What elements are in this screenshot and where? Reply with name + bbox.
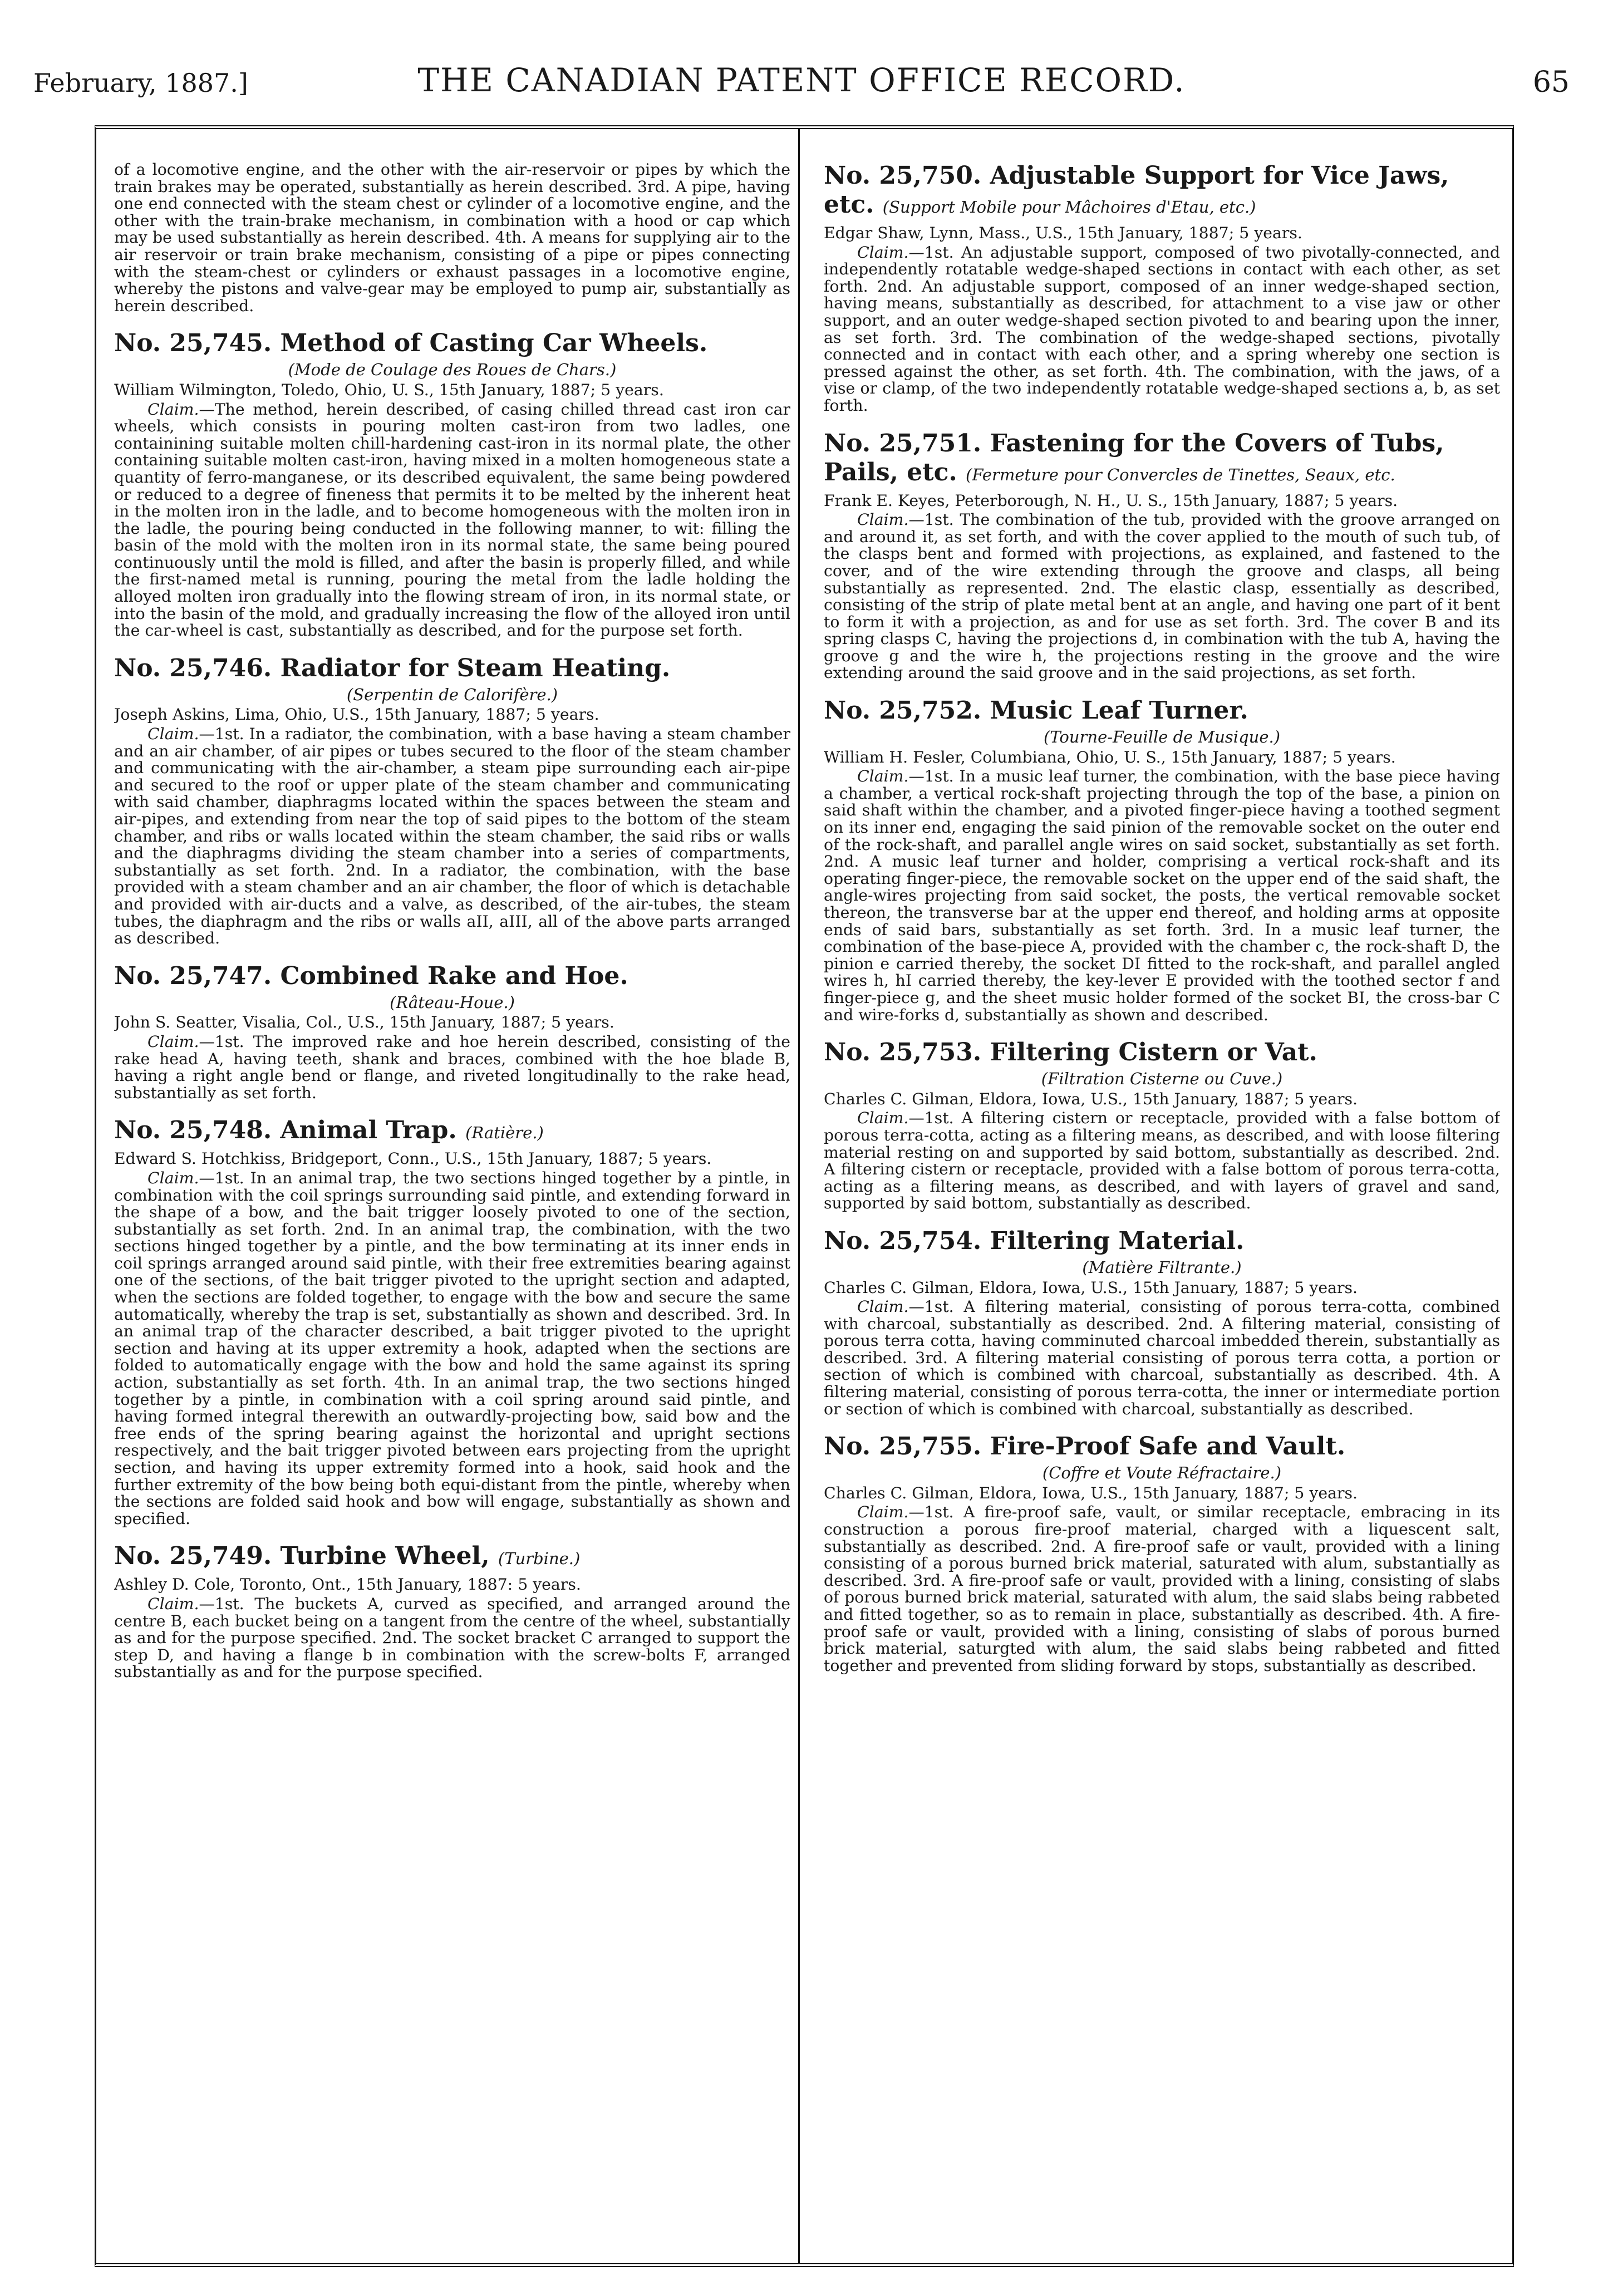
- patent-entry: [824, 1038, 1500, 1212]
- patent-number: No. 25,747.: [114, 961, 272, 990]
- patent-title-french: (Râteau-Houe.): [390, 992, 515, 1012]
- issue-date: February, 1887.]: [33, 68, 248, 98]
- patent-heading: [824, 1038, 1500, 1067]
- patent-number: No. 25,745.: [114, 329, 272, 358]
- left-column: [114, 161, 790, 2254]
- patent-title-french: (Support Mobile pour Mâchoires d'Etau, etc.): [882, 198, 1256, 217]
- patent-title-french: (Mode de Coulage des Roues de Chars.): [288, 360, 617, 380]
- patent-inventor: Ashley D. Cole, Toronto, Ont., 15th January, 1887: 5 years.: [114, 1575, 581, 1594]
- patent-entry: [114, 962, 790, 1102]
- patent-number: No. 25,746.: [114, 653, 272, 682]
- patent-claim: [114, 1596, 790, 1681]
- patent-title-french: (Ratière.): [465, 1123, 544, 1143]
- patent-number: No. 25,753.: [824, 1038, 982, 1067]
- patent-number: No. 25,750.: [824, 161, 982, 190]
- patent-title: Method of Casting Car Wheels.: [280, 329, 708, 358]
- page-header: [33, 61, 1570, 111]
- patent-entry: [824, 1227, 1500, 1418]
- patent-heading: [824, 696, 1500, 725]
- patent-entry: [824, 161, 1500, 415]
- patent-title-french: (Matière Filtrante.): [1082, 1257, 1242, 1277]
- patent-inventor: Frank E. Keyes, Peterborough, N. H., U. S., 15th January, 1887; 5 years.: [824, 491, 1398, 510]
- patent-heading: [114, 654, 790, 683]
- patent-entry: [824, 1432, 1500, 1674]
- patent-title: Animal Trap.: [280, 1116, 457, 1145]
- patent-title: Combined Rake and Hoe.: [280, 961, 628, 990]
- patent-entry: [824, 696, 1500, 1024]
- patent-inventor: Charles C. Gilman, Eldora, Iowa, U.S., 15th January, 1887; 5 years.: [824, 1483, 1358, 1502]
- right-column: [824, 161, 1500, 2254]
- patent-title: Music Leaf Turner.: [990, 696, 1248, 725]
- patent-heading: [114, 1116, 790, 1147]
- page-number: 65: [1532, 66, 1570, 99]
- claim-label: Claim.: [147, 1594, 199, 1613]
- patent-title: Fastening for the Covers of Tubs, Pails, etc.: [824, 429, 1444, 486]
- patent-title-french: (Coffre et Voute Réfractaire.): [1042, 1463, 1282, 1483]
- claim-text: —1st. The buckets A, curved as specified, and arranged around the centre B, each bucket being on a tangent from the centre of the wheel, substantially as and for the purpose specified. 2nd. The socket bracket C arranged to support the step D, and having a flange b in combination with the screw-bolts F, arranged substantially as and for the purpose specified.: [114, 1594, 790, 1682]
- patent-title: Radiator for Steam Heating.: [280, 653, 671, 682]
- patent-title: Filtering Cistern or Vat.: [990, 1038, 1317, 1067]
- patent-inventor: Charles C. Gilman, Eldora, Iowa, U.S., 15th January, 1887; 5 years.: [824, 1278, 1358, 1297]
- patent-entry: [114, 1116, 790, 1527]
- claim-label: Claim.: [857, 1503, 909, 1522]
- patent-title: Filtering Material.: [990, 1226, 1245, 1255]
- patent-number: No. 25,749.: [114, 1542, 272, 1571]
- publication-title: THE CANADIAN PATENT OFFICE RECORD.: [417, 61, 1186, 99]
- patent-title-french: (Tourne-Feuille de Musique.): [1043, 727, 1281, 747]
- patent-number: No. 25,755.: [824, 1432, 982, 1461]
- patent-number: No. 25,754.: [824, 1226, 982, 1255]
- patent-heading: [114, 329, 790, 358]
- patent-title-french: (Filtration Cisterne ou Cuve.): [1041, 1069, 1283, 1089]
- patent-heading: [114, 1542, 790, 1573]
- patent-inventor: Edgar Shaw, Lynn, Mass., U.S., 15th January, 1887; 5 years.: [824, 224, 1302, 242]
- claim-text: —1st. A filtering cistern or receptacle, provided with a false bottom of porous terra-cotta, acting as a filtering means, as described, and with loose filtering material resting on and supported by said bottom, substantially as described. 2nd. A filtering cistern or receptacle, provided with a false bottom of porous terra-cotta, acting as a filtering means, as described, and with layers of gravel and sand, supported by said bottom, substantially as described.: [824, 1109, 1500, 1213]
- claim-label: Claim.: [857, 1109, 909, 1128]
- patent-claim: [824, 1504, 1500, 1674]
- continued-claim-text: of a locomotive engine, and the other with the air-reservoir or pipes by which the train brakes may be operated, substantially as herein described. 3rd. A pipe, having one end connected with the steam chest or cylinder of a locomotive engine, and the other with the train-brake mechanism, in combination with a hood or cap which may be used substantially as herein described. 4th. A means for supplying air to the air reservoir or train brake mechanism, consisting of a pipe or pipes connecting with the steam-chest or cylinders or exhaust passages in a locomotive engine, whereby the pistons and valve-gear may be employed to pump air, substantially as herein described.: [114, 161, 790, 315]
- patent-heading: [824, 1432, 1500, 1461]
- patent-inventor: William Wilmington, Toledo, Ohio, U. S., 15th January, 1887; 5 years.: [114, 380, 664, 399]
- patent-inventor: William H. Fesler, Columbiana, Ohio, U. S., 15th January, 1887; 5 years.: [824, 748, 1396, 766]
- claim-label: Claim.: [147, 1168, 199, 1187]
- patent-claim: [824, 768, 1500, 1024]
- claim-label: Claim.: [857, 243, 909, 262]
- patent-entry: [114, 1542, 790, 1681]
- patent-claim: [114, 401, 790, 640]
- claim-text: —1st. An adjustable support, composed of two pivotally-connected, and independently rotatable wedge-shaped sections in contact with each other, as set forth. 2nd. An adjustable support, composed of an inner wedge-shaped section, having means, substantially as described, for attachment to a vise jaw or other support, and an outer wedge-shaped section pivoted to and bearing upon the inner, as set forth. 3rd. The combination of the wedge-shaped sections, pivotally connected and in contact with each other, and a spring whereby one section is pressed against the other, as set forth. 4th. The combination, with the jaws, of a vise or clamp, of the two independently rotatable wedge-shaped sections a, b, as set forth.: [824, 243, 1500, 415]
- patent-heading: [824, 1227, 1500, 1256]
- claim-label: Claim.: [147, 1032, 199, 1051]
- patent-number: No. 25,752.: [824, 696, 982, 725]
- claim-text: —1st. In an animal trap, the two sections hinged together by a pintle, in combination with the coil springs surrounding said pintle, and extending forward in the shape of a bow, and the bait trigger loosely pivoted to one of the section, substantially as set forth. 2nd. In an animal trap, the combination, with the two sections hinged together by a pintle, and the bow terminating at its inner ends in coil springs arranged around said pintle, with their free extremities bearing against one of the sections, of the bait trigger pivoted to the upright section and adapted, when the sections are folded together, to engage with the bow and secure the same automatically, whereby the trap is set, substantially as shown and described. 3rd. In an animal trap of the character described, a bait trigger pivoted to the upright section and having at its upper extremity a hook, adapted when the sections are folded to automatically engage with the bow and hold the same against its spring action, substantially as set forth. 4th. In an animal trap, the two sections hinged together by a pintle, in combination with a coil spring around said pintle, and having formed integral therewith an outwardly-projecting bow, said bow and the free ends of the spring bearing against the horizontal and upright sections respectively, and the bait trigger pivoted between ears projecting from the upright section, and having its upper extremity formed into a hook, said hook and the further extremity of the bow being both equi-distant from the pintle, whereby when the sections are folded said hook and bow will engage, substantially as shown and specified.: [114, 1168, 790, 1528]
- patent-heading: [824, 161, 1500, 222]
- claim-text: —1st. A filtering material, consisting of porous terra-cotta, combined with charcoal, substantially as described. 2nd. A filtering material, consisting of porous terra cotta, having comminuted charcoal imbedded therein, substantially as described. 3rd. A filtering material consisting of porous terra cotta, a portion or section of which is combined with charcoal, substantially as described. 4th. A filtering material, consisting of porous terra-cotta, the inner or intermediate portion or section of which is combined with charcoal, substantially as described.: [824, 1297, 1500, 1418]
- claim-text: —The method, herein described, of casing chilled thread cast iron car wheels, which consists in pouring molten cast-iron from two ladles, one containining suitable molten chill-hardening cast-iron in its normal plate, the other containing suitable molten cast-iron, having mixed in a molten homogeneous state a quantity of ferro-manganese, or its described equivalent, the same being powdered or reduced to a degree of fineness that permits it to be melted by the inherent heat in the molten iron in the ladle, and to become homogeneous with the molten iron in the ladle, the pouring being conducted in the following manner, to wit: filling the basin of the mold with the molten iron in its normal state, the same being poured continuously until the mold is filled, and after the basin is properly filled, and while the first-named metal is running, pouring the metal from the ladle holding the alloyed molten iron gradually into the flowing stream of iron, in its normal state, or into the basin of the mold, and gradually increasing the flow of the alloyed iron until the car-wheel is cast, substantially as described, and for the purpose set forth.: [114, 400, 790, 640]
- patent-inventor: Edward S. Hotchkiss, Bridgeport, Conn., U.S., 15th January, 1887; 5 years.: [114, 1149, 712, 1168]
- column-divider: [798, 129, 800, 2263]
- patent-claim: [824, 1299, 1500, 1418]
- claim-label: Claim.: [147, 400, 199, 419]
- patent-number: No. 25,748.: [114, 1116, 272, 1145]
- patent-inventor: Charles C. Gilman, Eldora, Iowa, U.S., 15th January, 1887; 5 years.: [824, 1089, 1358, 1108]
- patent-entry: [114, 654, 790, 947]
- patent-title: Fire-Proof Safe and Vault.: [990, 1432, 1346, 1461]
- patent-title: Adjustable Support for Vice Jaws, etc.: [824, 161, 1449, 219]
- claim-text: —1st. In a music leaf turner, the combination, with the base piece having a chamber, a vertical rock-shaft projecting through the top of the base, a pinion on said shaft within the chamber, and a pivoted finger-piece having a toothed segment on its inner end, engaging the said pinion of the removable socket on the outer end of the rock-shaft, and parallel angle wires on said socket, substantially as set forth. 2nd. A music leaf turner and holder, comprising a vertical rock-shaft and its operating finger-piece, the removable socket on the upper end of the said shaft, the angle-wires projecting from said socket, the posts, the vertical removable socket thereon, the transverse bar at the upper end thereof, and holding arms at opposite ends of said bars, substantially as set forth. 3rd. In a music leaf turner, the combination of the base-piece A, provided with the chamber c, the rock-shaft D, the pinion e carried thereby, the socket DI fitted to the rock-shaft, and parallel angled wires h, hI carried thereby, the key-lever E provided with the toothed sector f and finger-piece g, and the sheet music holder formed of the socket BI, the cross-bar C and wire-forks d, substantially as shown and described.: [824, 767, 1500, 1024]
- patent-claim: [114, 1170, 790, 1527]
- patent-title-french: (Turbine.): [498, 1549, 581, 1569]
- patent-heading: [824, 429, 1500, 489]
- patent-inventor: John S. Seatter, Visalia, Col., U.S., 15th January, 1887; 5 years.: [114, 1013, 614, 1032]
- claim-text: —1st. In a radiator, the combination, with a base having a steam chamber and an air chamber, of air pipes or tubes secured to the floor of the steam chamber and communicating with the air-chamber, a steam pipe surrounding each air-pipe and secured to the roof or upper plate of the steam chamber and communicating with said chamber, diaphragms located within the spaces between the steam and air-pipes, and extending from near the top of said pipes to the bottom of the steam chamber, and ribs or walls located within the steam chamber, the said ribs or walls and the diaphragms dividing the steam chamber into a series of compartments, substantially as set forth. 2nd. In a radiator, the combination, with the base provided with a steam chamber and an air chamber, the floor of which is detachable and provided with air-ducts and a valve, as described, of the air-tubes, the steam tubes, the diaphragm and the ribs or walls aII, aIII, all of the above parts arranged as described.: [114, 725, 790, 948]
- claim-text: —1st. The improved rake and hoe herein described, consisting of the rake head A, having teeth, shank and braces, combined with the hoe blade B, having a right angle bend or flange, and riveted longitudinally to the rake head, substantially as set forth.: [114, 1032, 790, 1102]
- patent-claim: [114, 726, 790, 947]
- claim-label: Claim.: [147, 725, 199, 744]
- claim-label: Claim.: [857, 1297, 909, 1316]
- claim-label: Claim.: [857, 767, 909, 786]
- claim-text: —1st. The combination of the tub, provided with the groove arranged on and around it, as set forth, and with the cover applied to the mouth of such tub, of the clasps bent and formed with projections, as explained, and fastened to the cover, and of the wire extending through the groove and clasps, all being substantially as represented. 2nd. The elastic clasp, essentially as described, consisting of the strip of plate metal bent at an angle, and having one part of it bent to form it with a projection, as and for use as set forth. 3rd. The cover B and its spring clasps C, having the projections d, in combination with the tub A, having the groove g and the wire h, the projections resting in the groove and the wire extending around the said groove and in the said projections, as set forth.: [824, 510, 1500, 682]
- patent-claim: [824, 512, 1500, 682]
- claim-label: Claim.: [857, 510, 909, 529]
- patent-heading: [114, 962, 790, 991]
- patent-claim: [824, 1110, 1500, 1212]
- patent-number: No. 25,751.: [824, 429, 982, 458]
- patent-claim: [824, 244, 1500, 415]
- patent-title-french: (Fermeture pour Convercles de Tinettes, Seaux, etc.: [966, 465, 1395, 484]
- patent-title-french: (Serpentin de Calorifère.): [346, 685, 558, 704]
- claim-text: —1st. A fire-proof safe, vault, or similar receptacle, embracing in its construction a porous fire-proof material, charged with a liquescent salt, substantially as described. 2nd. A fire-proof safe or vault, provided with a lining consisting of a porous burned brick material, saturated with alum, substantially as described. 3rd. A fire-proof safe or vault, provided with a lining, consisting of slabs of porous burned brick material, saturated with alum, the said slabs being rabbeted and fitted together, so as to remain in place, substantially as described. 4th. A fire-proof safe or vault, provided with a lining, consisting of slabs of porous burned brick material, saturgted with alum, the said slabs being rabbeted and fitted together and prevented from sliding forward by stops, substantially as described.: [824, 1503, 1500, 1675]
- patent-title: Turbine Wheel,: [280, 1542, 490, 1571]
- patent-claim: [114, 1034, 790, 1102]
- patent-entry: [114, 329, 790, 640]
- patent-inventor: Joseph Askins, Lima, Ohio, U.S., 15th January, 1887; 5 years.: [114, 705, 599, 724]
- patent-entry: [824, 429, 1500, 682]
